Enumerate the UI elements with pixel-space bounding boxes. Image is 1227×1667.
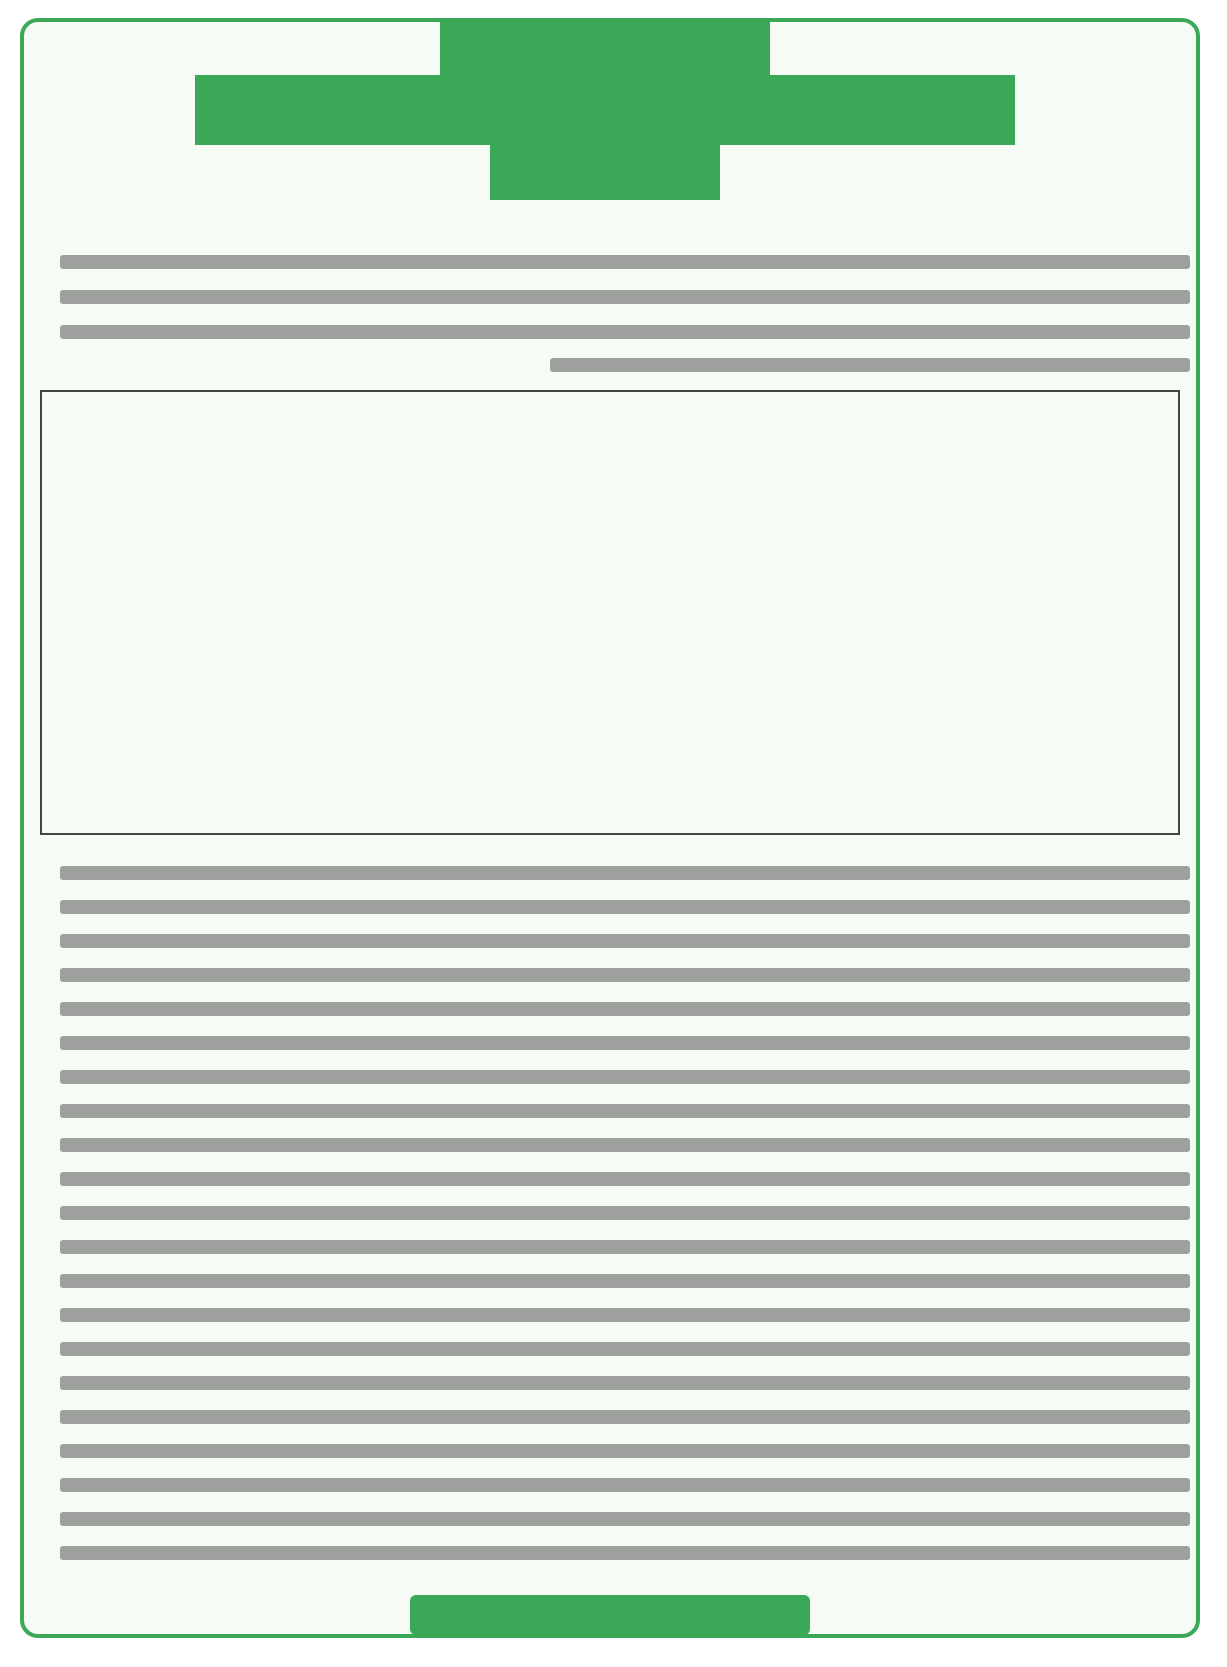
text-line xyxy=(60,325,1190,339)
text-line xyxy=(60,255,1190,269)
title-banner xyxy=(195,75,1015,145)
text-line xyxy=(60,1444,1190,1458)
title-banner xyxy=(440,20,770,80)
text-line xyxy=(60,1512,1190,1526)
text-line xyxy=(60,1478,1190,1492)
text-line xyxy=(60,1240,1190,1254)
text-line xyxy=(550,358,1190,372)
text-line xyxy=(60,1070,1190,1084)
text-line xyxy=(60,1138,1190,1152)
text-line xyxy=(60,934,1190,948)
text-line xyxy=(60,1172,1190,1186)
text-line xyxy=(60,1206,1190,1220)
text-line xyxy=(60,968,1190,982)
text-line xyxy=(60,1036,1190,1050)
text-line xyxy=(60,290,1190,304)
text-line xyxy=(60,1002,1190,1016)
text-line xyxy=(60,1308,1190,1322)
text-line xyxy=(60,866,1190,880)
text-line xyxy=(60,1410,1190,1424)
text-line xyxy=(60,1376,1190,1390)
text-line xyxy=(60,1342,1190,1356)
auction-table xyxy=(40,390,1180,835)
text-line xyxy=(60,1546,1190,1560)
footer-banner xyxy=(410,1595,810,1635)
title-banner xyxy=(490,140,720,200)
text-line xyxy=(60,900,1190,914)
text-line xyxy=(60,1274,1190,1288)
text-line xyxy=(60,1104,1190,1118)
